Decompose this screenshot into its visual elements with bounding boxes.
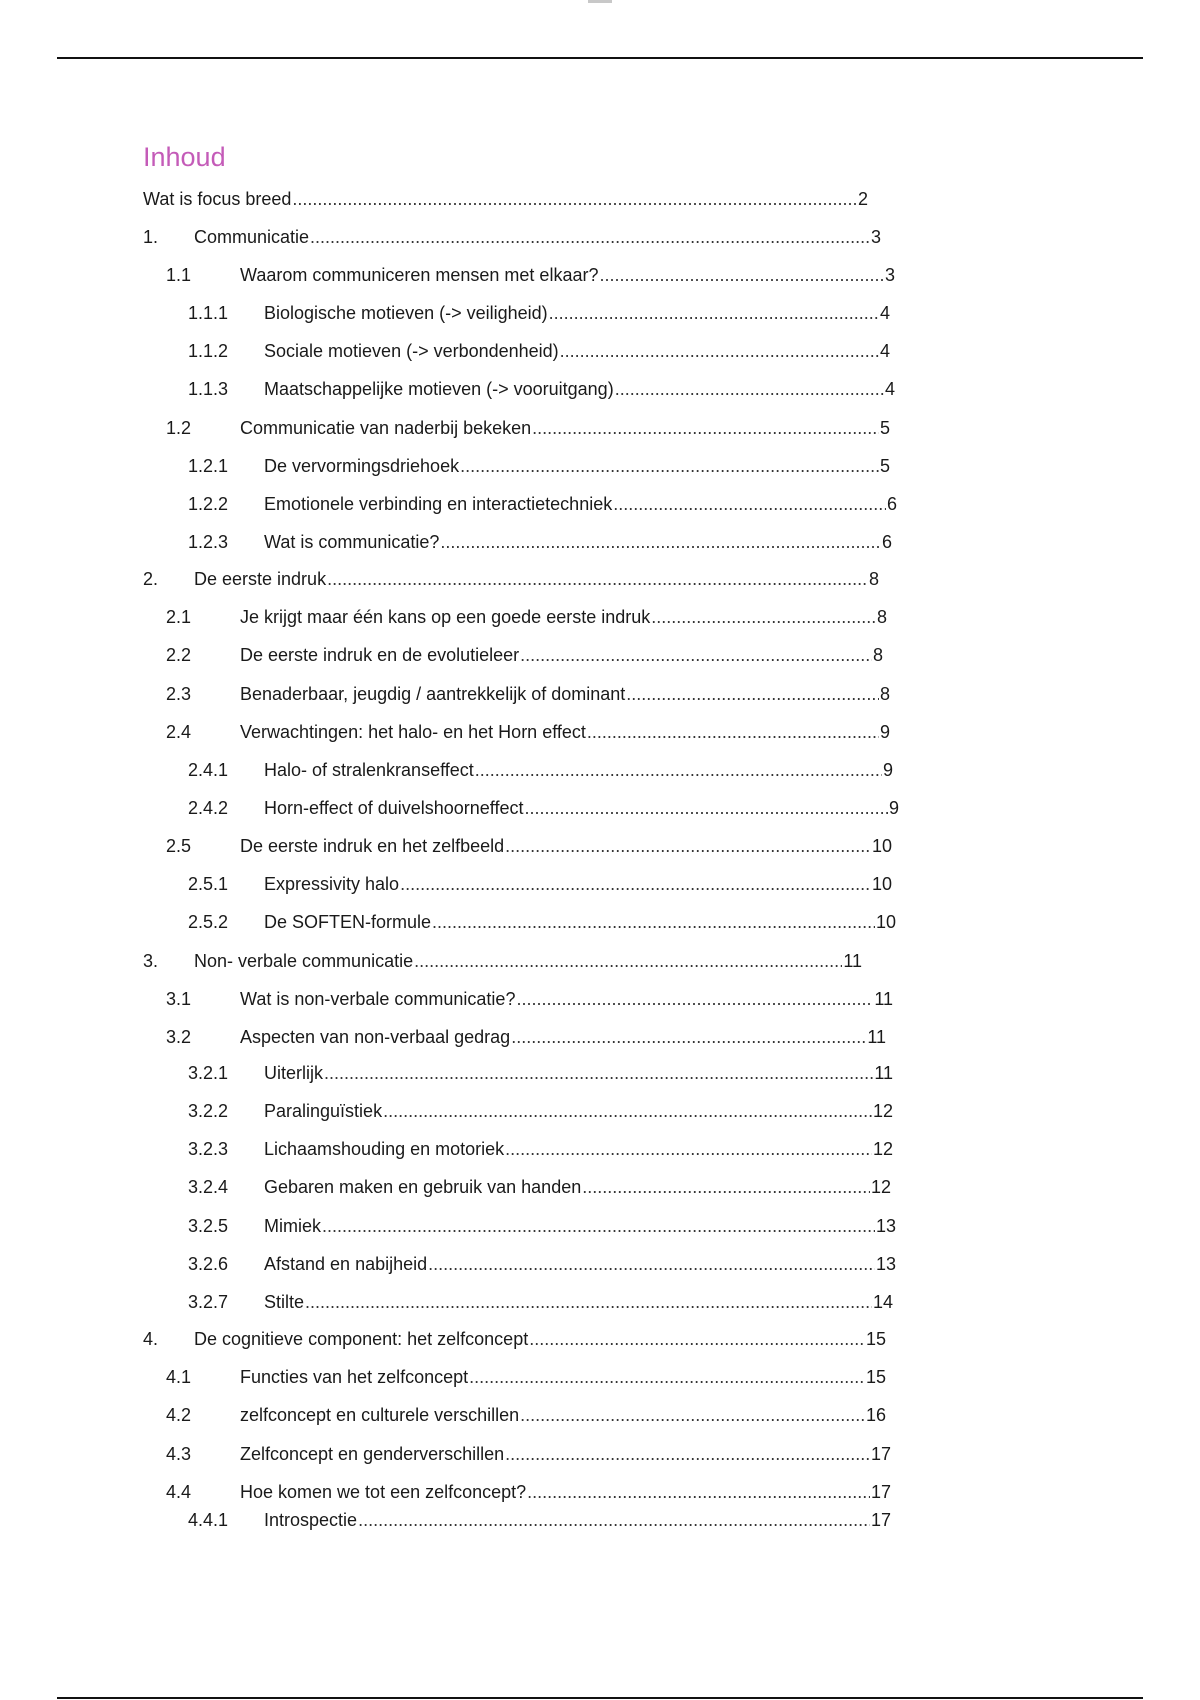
toc-entry[interactable] <box>188 1252 896 1276</box>
toc-entry[interactable] <box>188 872 892 896</box>
toc-entry-page-number: 12 <box>872 1101 893 1121</box>
toc-entry-title: Je krijgt maar één kans op een goede eerste indruk <box>240 607 651 627</box>
toc-entry-title: Non- verbale communicatie <box>194 951 414 971</box>
toc-entry-title: Wat is non-verbale communicatie? <box>240 989 516 1009</box>
toc-dot-leader <box>322 1214 875 1238</box>
page-marker <box>588 0 612 3</box>
toc-dot-leader <box>505 834 871 858</box>
toc-dot-leader <box>327 567 868 591</box>
toc-entry-page-number: 13 <box>875 1216 896 1236</box>
toc-entry-page-number: 15 <box>865 1329 886 1349</box>
toc-entry-title: Mimiek <box>264 1216 321 1236</box>
toc-entry-page-number: 5 <box>879 418 890 438</box>
footer-rule <box>57 1697 1143 1699</box>
toc-entry-title: Wat is focus breed <box>143 189 292 209</box>
toc-dot-leader <box>440 530 881 554</box>
toc-entry-page-number: 17 <box>870 1444 891 1464</box>
toc-dot-leader <box>516 987 873 1011</box>
toc-entry[interactable] <box>166 416 890 440</box>
toc-entry[interactable] <box>143 187 868 211</box>
toc-entry-number: 2.2 <box>166 645 192 665</box>
toc-entry-page-number: 16 <box>865 1405 886 1425</box>
toc-entry-page-number: 4 <box>879 303 890 323</box>
toc-entry-page-number: 12 <box>872 1139 893 1159</box>
toc-entry-title: Emotionele verbinding en interactietechniek <box>264 494 613 514</box>
toc-entry-page-number: 13 <box>875 1254 896 1274</box>
toc-entry[interactable] <box>188 339 890 363</box>
toc-entry[interactable] <box>188 530 892 554</box>
toc-entry-number: 1.2.2 <box>188 494 229 514</box>
toc-entry[interactable] <box>166 1403 886 1427</box>
toc-entry-page-number: 6 <box>881 532 892 552</box>
toc-entry-title: Aspecten van non-verbaal gedrag <box>240 1027 511 1047</box>
toc-entry-number: 1.1.2 <box>188 341 229 361</box>
toc-entry-number: 3.2.4 <box>188 1177 229 1197</box>
toc-entry-title: Gebaren maken en gebruik van handen <box>264 1177 582 1197</box>
toc-entry-number: 4.2 <box>166 1405 192 1425</box>
toc-entry[interactable] <box>188 910 896 934</box>
toc-entry-title: De vervormingsdriehoek <box>264 456 460 476</box>
toc-entry[interactable] <box>166 1365 886 1389</box>
toc-entry-number: 1.1.1 <box>188 303 229 323</box>
toc-entry-title: Introspectie <box>264 1510 358 1530</box>
header-rule <box>57 57 1143 59</box>
toc-dot-leader <box>305 1290 872 1314</box>
toc-entry-number: 3.2.5 <box>188 1216 229 1236</box>
toc-entry[interactable] <box>188 796 899 820</box>
toc-entry-page-number: 8 <box>876 607 887 627</box>
toc-entry-title: Waarom communiceren mensen met elkaar? <box>240 265 599 285</box>
toc-dot-leader <box>560 339 879 363</box>
toc-dot-leader <box>549 301 879 325</box>
toc-entry[interactable] <box>188 377 895 401</box>
toc-dot-leader <box>520 1403 865 1427</box>
toc-entry-page-number: 9 <box>879 722 890 742</box>
toc-entry[interactable] <box>166 605 887 629</box>
toc-dot-leader <box>358 1508 870 1532</box>
toc-dot-leader <box>414 949 842 973</box>
toc-entry-number: 2.3 <box>166 684 192 704</box>
toc-entry[interactable] <box>188 492 897 516</box>
toc-entry-page-number: 9 <box>888 798 899 818</box>
toc-dot-leader <box>527 1480 870 1504</box>
toc-dot-leader <box>432 910 875 934</box>
toc-entry-title: Communicatie van naderbij bekeken <box>240 418 532 438</box>
toc-entry-number: 4.4 <box>166 1482 192 1502</box>
toc-entry-number: 2. <box>143 569 159 589</box>
toc-entry[interactable] <box>188 1175 891 1199</box>
toc-entry-title: Halo- of stralenkranseffect <box>264 760 474 780</box>
toc-dot-leader <box>475 758 882 782</box>
toc-dot-leader <box>599 263 884 287</box>
toc-dot-leader <box>469 1365 865 1389</box>
toc-entry-number: 4.1 <box>166 1367 192 1387</box>
toc-entry[interactable] <box>143 225 881 249</box>
toc-entry-number: 4.4.1 <box>188 1510 229 1530</box>
toc-dot-leader <box>615 377 884 401</box>
toc-entry[interactable] <box>143 949 862 973</box>
toc-entry[interactable] <box>188 1099 893 1123</box>
toc-entry-title: Communicatie <box>194 227 310 247</box>
toc-entry[interactable] <box>188 1137 893 1161</box>
toc-dot-leader <box>383 1099 872 1123</box>
toc-dot-leader <box>505 1442 870 1466</box>
toc-entry[interactable] <box>188 1061 893 1085</box>
toc-entry-title: De eerste indruk <box>194 569 327 589</box>
toc-entry-title: Stilte <box>264 1292 305 1312</box>
toc-dot-leader <box>511 1025 866 1049</box>
toc-entry-number: 2.4.1 <box>188 760 229 780</box>
toc-entry-page-number: 11 <box>843 951 862 971</box>
toc-entry[interactable] <box>166 834 892 858</box>
toc-entry[interactable] <box>166 643 883 667</box>
toc-entry-title: Benaderbaar, jeugdig / aantrekkelijk of dominant <box>240 684 626 704</box>
toc-entry-page-number: 6 <box>886 494 897 514</box>
toc-dot-leader <box>529 1327 865 1351</box>
toc-entry-number: 1.2 <box>166 418 192 438</box>
toc-entry-page-number: 8 <box>868 569 879 589</box>
toc-entry-title: Horn-effect of duivelshoorneffect <box>264 798 524 818</box>
toc-entry-page-number: 11 <box>874 1063 893 1083</box>
toc-entry[interactable] <box>188 1508 891 1532</box>
toc-entry[interactable] <box>188 301 890 325</box>
toc-entry-page-number: 10 <box>871 874 892 894</box>
toc-entry-number: 4. <box>143 1329 159 1349</box>
toc-entry-number: 4.3 <box>166 1444 192 1464</box>
toc-entry-title: Expressivity halo <box>264 874 400 894</box>
toc-entry-number: 3.2.3 <box>188 1139 229 1159</box>
toc-entry-page-number: 11 <box>874 989 893 1009</box>
toc-entry-number: 3.1 <box>166 989 192 1009</box>
toc-entry-number: 3.2 <box>166 1027 192 1047</box>
toc-entry-number: 3.2.1 <box>188 1063 229 1083</box>
toc-entry[interactable] <box>188 758 893 782</box>
toc-entry-number: 3.2.2 <box>188 1101 229 1121</box>
toc-entry[interactable] <box>166 1025 886 1049</box>
toc-entry-number: 1.1.3 <box>188 379 229 399</box>
toc-entry-number: 3.2.6 <box>188 1254 229 1274</box>
toc-entry-number: 2.4 <box>166 722 192 742</box>
toc-entry-page-number: 17 <box>870 1482 891 1502</box>
toc-entry-title: Hoe komen we tot een zelfconcept? <box>240 1482 527 1502</box>
toc-entry-page-number: 10 <box>875 912 896 932</box>
toc-entry-page-number: 3 <box>870 227 881 247</box>
toc-entry-title: Verwachtingen: het halo- en het Horn effect <box>240 722 586 742</box>
toc-dot-leader <box>613 492 886 516</box>
toc-entry-title: Sociale motieven (-> verbondenheid) <box>264 341 559 361</box>
toc-dot-leader <box>428 1252 875 1276</box>
toc-dot-leader <box>292 187 857 211</box>
toc-entry[interactable] <box>143 1327 886 1351</box>
toc-entry-page-number: 17 <box>870 1510 891 1530</box>
toc-entry[interactable] <box>166 1442 891 1466</box>
toc-entry[interactable] <box>166 1480 891 1504</box>
toc-dot-leader <box>400 872 871 896</box>
toc-entry-page-number: 14 <box>872 1292 893 1312</box>
toc-entry-title: De SOFTEN-formule <box>264 912 432 932</box>
toc-entry-number: 2.5 <box>166 836 192 856</box>
toc-entry-page-number: 2 <box>857 189 868 209</box>
toc-entry-title: Zelfconcept en genderverschillen <box>240 1444 505 1464</box>
toc-entry-number: 3.2.7 <box>188 1292 229 1312</box>
toc-dot-leader <box>520 643 872 667</box>
toc-entry-page-number: 15 <box>865 1367 886 1387</box>
toc-entry-title: De eerste indruk en de evolutieleer <box>240 645 520 665</box>
toc-entry-title: zelfconcept en culturele verschillen <box>240 1405 520 1425</box>
toc-dot-leader <box>505 1137 872 1161</box>
toc-dot-leader <box>532 416 879 440</box>
toc-dot-leader <box>525 796 888 820</box>
toc-entry[interactable] <box>188 1214 896 1238</box>
toc-title: Inhoud <box>143 142 226 172</box>
toc-entry-title: De eerste indruk en het zelfbeeld <box>240 836 505 856</box>
toc-entry-page-number: 4 <box>884 379 895 399</box>
toc-entry-title: Maatschappelijke motieven (-> vooruitgang) <box>264 379 614 399</box>
toc-entry-page-number: 9 <box>882 760 893 780</box>
toc-entry-page-number: 10 <box>871 836 892 856</box>
toc-entry-title: Afstand en nabijheid <box>264 1254 428 1274</box>
toc-entry-number: 1.2.3 <box>188 532 229 552</box>
toc-entry[interactable] <box>143 567 879 591</box>
toc-entry[interactable] <box>166 263 895 287</box>
toc-entry-title: De cognitieve component: het zelfconcept <box>194 1329 529 1349</box>
toc-entry-title: Biologische motieven (-> veiligheid) <box>264 303 548 323</box>
toc-entry-title: Uiterlijk <box>264 1063 324 1083</box>
toc-entry-title: Wat is communicatie? <box>264 532 440 552</box>
toc-entry-title: Lichaamshouding en motoriek <box>264 1139 505 1159</box>
toc-entry-page-number: 5 <box>879 456 890 476</box>
toc-dot-leader <box>324 1061 873 1085</box>
toc-entry-number: 3. <box>143 951 159 971</box>
toc-dot-leader <box>626 682 879 706</box>
toc-entry[interactable] <box>166 682 890 706</box>
toc-entry-page-number: 8 <box>879 684 890 704</box>
toc-entry-page-number: 11 <box>867 1027 886 1047</box>
toc-entry-number: 2.1 <box>166 607 192 627</box>
toc-entry-page-number: 4 <box>879 341 890 361</box>
toc-entry-number: 2.4.2 <box>188 798 229 818</box>
toc-entry-number: 2.5.2 <box>188 912 229 932</box>
toc-dot-leader <box>587 720 879 744</box>
toc-dot-leader <box>582 1175 870 1199</box>
toc-entry-number: 2.5.1 <box>188 874 229 894</box>
toc-entry-number: 1.2.1 <box>188 456 229 476</box>
toc-entry-page-number: 3 <box>884 265 895 285</box>
toc-entry-page-number: 8 <box>872 645 883 665</box>
toc-entry-title: Paralinguïstiek <box>264 1101 383 1121</box>
toc-dot-leader <box>310 225 870 249</box>
toc-entry-page-number: 12 <box>870 1177 891 1197</box>
toc-dot-leader <box>460 454 879 478</box>
toc-entry[interactable] <box>166 720 890 744</box>
toc-entry[interactable] <box>166 987 893 1011</box>
toc-dot-leader <box>651 605 876 629</box>
toc-entry-title: Functies van het zelfconcept <box>240 1367 469 1387</box>
toc-entry-number: 1. <box>143 227 159 247</box>
toc-entry[interactable] <box>188 1290 893 1314</box>
toc-entry[interactable] <box>188 454 890 478</box>
toc-entry-number: 1.1 <box>166 265 192 285</box>
